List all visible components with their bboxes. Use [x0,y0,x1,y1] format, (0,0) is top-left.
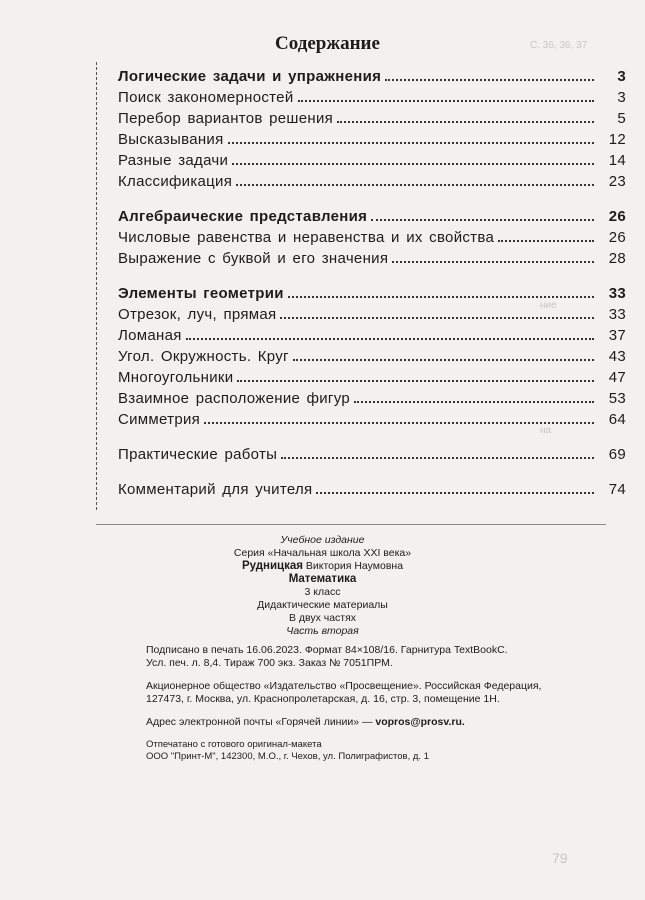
toc-entry-text: Разные задачи [118,152,229,169]
dot-leader [232,162,594,165]
dot-leader [293,358,594,361]
dot-leader [228,141,594,144]
toc-entry-text: Ломаная [118,327,182,344]
printed-line-1: Отпечатано с готового оригинал-макета [146,739,322,750]
part-line: Часть вторая [286,625,359,637]
dot-leader [337,120,594,123]
toc-page-number: 37 [608,327,626,344]
toc-page-number: 64 [608,411,626,428]
toc-entry-text: Отрезок, луч, прямая [118,306,277,323]
author-last-name: Рудницкая [241,560,303,572]
toc-entry [118,108,626,129]
toc-page-number: 26 [608,229,626,246]
dot-leader [186,337,594,340]
subtitle-line: Дидактические материалы [257,599,388,611]
toc-page-number: 47 [608,369,626,386]
dot-leader [385,78,594,81]
toc-entry-text: Взаимное расположение фигур [118,390,350,407]
toc-page-number: 3 [617,89,626,106]
imprint-block [0,534,645,763]
publisher-line-1: Акционерное общество «Издательство «Просвещение». Российская Федерация, [146,680,542,692]
toc-spacer [118,465,626,479]
author-names: Виктория Наумовна [305,560,404,572]
toc-entry [118,367,626,388]
toc-entry-text: Перебор вариантов решения [118,110,334,127]
toc-page-number: 12 [608,131,626,148]
toc-page-number: 23 [608,173,626,190]
toc-entry [118,171,626,192]
toc-section-heading [118,283,626,304]
toc-page-number: 14 [608,152,626,169]
dot-leader [204,421,594,424]
toc-entry [118,444,626,465]
toc-entry [118,409,626,430]
document-page: С. 36, 36, 37 ние на 79 Содержание Логические задачи и упражнения 3 Поиск закономерностей 3 Перебор вариантов решения 5 Высказывания 12 Разные задачи 14 Классификация 23 Алгебраические представления 26 Числовые равенства и неравенства и их свойства 26 Выражение с буквой и его значения 28 Элементы геометрии 33 Отрезок, луч, прямая 33 Ломаная 37 Угол. Окружность. Круг 43 Многоугольники 47 Взаимное расположение фигур 53 Симметрия 64 Практические работы 69 Комментарий для учителя 74 Учебное издание Серия «Начальная школа XXI века» Рудницкая Виктория Наумовна Математика 3 класс Дидактические материалы В двух частях Часть вторая Подписано в печать 16.06.2023. Формат 84×108/16. Гарнитура TextBookC. Усл. печ. л. 8,4. Тираж 700 экз. Заказ № 7051ПРМ. Акционерное общество «Издательство «Просвещение». Российская Федерация, 127473, г. Москва, ул. Краснопролетарская, д. 16, стр. 3, помещение 1Н. Адрес электронной почты «Горячей линии» — vopros@prosv.ru. Отпечатано с готового оригинал-макета ООО "Принт-М", 142300, М.О., г. Чехов, ул. Полиграфистов, д. 1 [0,0,645,900]
book-title: Математика [288,573,357,585]
grade-line: 3 класс [304,586,341,598]
toc-spacer [118,192,626,206]
toc-entry-text: Многоугольники [118,369,234,386]
hotline-label: Адрес электронной почты «Горячей линии» — [146,716,373,728]
toc-page-number: 53 [608,390,626,407]
toc-entry-text: Угол. Окружность. Круг [118,348,289,365]
toc-page-number: 5 [617,110,626,127]
toc-entry [118,150,626,171]
toc-spacer [118,269,626,283]
toc-page-number: 33 [608,285,626,302]
toc-page-number: 74 [608,481,626,498]
toc-section-heading [118,66,626,87]
dot-leader [316,491,594,494]
contents-title: Содержание [275,33,380,54]
dot-leader [498,239,594,242]
dot-leader [236,183,594,186]
toc-entry-text: Алгебраические представления [118,208,368,225]
toc-entry [118,325,626,346]
toc-entry [118,227,626,248]
print-line-1: Подписано в печать 16.06.2023. Формат 84×108/16. Гарнитура TextBookC. [146,644,508,656]
toc-entry-text: Логические задачи и упражнения [118,68,382,85]
dot-leader [237,379,594,382]
toc-section-heading [118,206,626,227]
author-line [0,560,645,573]
edition-type: Учебное издание [280,534,365,546]
dot-leader [280,316,594,319]
hotline-email: vopros@prosv.ru. [375,716,465,728]
divider-line [96,524,606,525]
toc-entry-text: Комментарий для учителя [118,481,313,498]
toc-entry-text: Числовые равенства и неравенства и их свойства [118,229,495,246]
toc-page-number: 26 [608,208,626,225]
dot-leader [281,456,594,459]
toc-entry-text: Симметрия [118,411,201,428]
toc-entry [118,87,626,108]
toc-entry [118,304,626,325]
toc-entry-text: Высказывания [118,131,224,148]
toc-entry-text: Практические работы [118,446,278,463]
toc-page-number: 69 [608,446,626,463]
dot-leader [371,218,594,221]
publisher-line-2: 127473, г. Москва, ул. Краснопролетарская, д. 16, стр. 3, помещение 1Н. [146,693,500,705]
table-of-contents [118,66,626,500]
toc-entry [118,479,626,500]
toc-entry-text: Поиск закономерностей [118,89,294,106]
print-line-2: Усл. печ. л. 8,4. Тираж 700 экз. Заказ № 7051ПРМ. [146,657,393,669]
toc-page-number: 3 [617,68,626,85]
toc-entry-text: Выражение с буквой и его значения [118,250,389,267]
series-line: Серия «Начальная школа XXI века» [233,547,412,559]
printed-line-2: ООО "Принт-М", 142300, М.О., г. Чехов, ул. Полиграфистов, д. 1 [146,751,429,762]
margin-dashed-line [96,62,97,510]
toc-entry-text: Элементы геометрии [118,285,284,302]
dot-leader [354,400,594,403]
toc-page-number: 28 [608,250,626,267]
toc-entry [118,388,626,409]
hotline-line [0,716,645,729]
dot-leader [392,260,594,263]
toc-spacer [118,430,626,444]
dot-leader [298,99,595,102]
toc-entry [118,248,626,269]
parts-line: В двух частях [288,612,357,624]
toc-entry [118,129,626,150]
toc-page-number: 33 [608,306,626,323]
toc-entry-text: Классификация [118,173,233,190]
toc-page-number: 43 [608,348,626,365]
toc-entry [118,346,626,367]
dot-leader [288,295,594,298]
